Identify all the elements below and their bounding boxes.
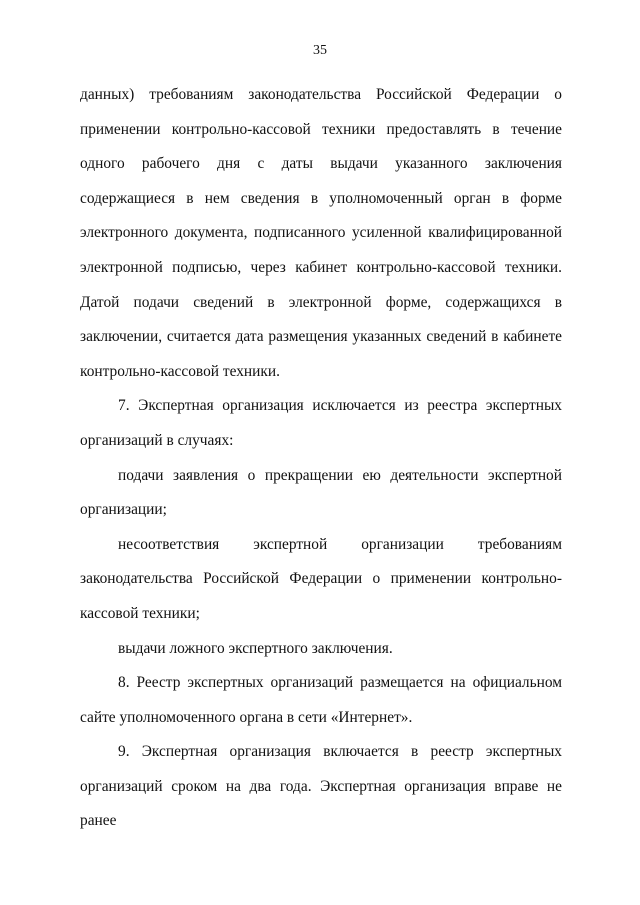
paragraph-item-9: 9. Экспертная организация включается в реестр экспертных организаций сроком на два года. Экспертная организация вправе не ранее xyxy=(80,743,562,830)
paragraph-item-7: 7. Экспертная организация исключается из реестра экспертных организаций в случаях: xyxy=(80,397,562,449)
paragraph-item-8: 8. Реестр экспертных организаций размещается на официальном сайте уполномоченного органа в сети «Интернет». xyxy=(80,674,562,726)
document-body xyxy=(80,78,562,839)
paragraph-case-false-conclusion: выдачи ложного экспертного заключения. xyxy=(118,639,393,657)
paragraph-case-termination: подачи заявления о прекращении ею деятельности экспертной организации; xyxy=(80,466,562,519)
paragraph-continuation: данных) требованиям законодательства Российской Федерации о применении контрольно-кассовой техники предоставлять в течение одного рабочего дня с даты выдачи указанного заключения содержащиеся в нем сведения в уполномоченный орган в форме электронного документа, подписанного усиленной квалифицированной электронной подписью, через кабинет контрольно-кассовой техники. Датой подачи сведений в электронной форме, содержащихся в заключении, считается дата размещения указанных сведений в кабинете контрольно-кассовой техники. xyxy=(80,86,562,380)
page-number: 35 xyxy=(313,43,327,58)
paragraph-case-noncompliance: несоответствия экспертной организации требованиям законодательства Российской Федерации о применении контрольно-кассовой техники; xyxy=(80,535,562,622)
